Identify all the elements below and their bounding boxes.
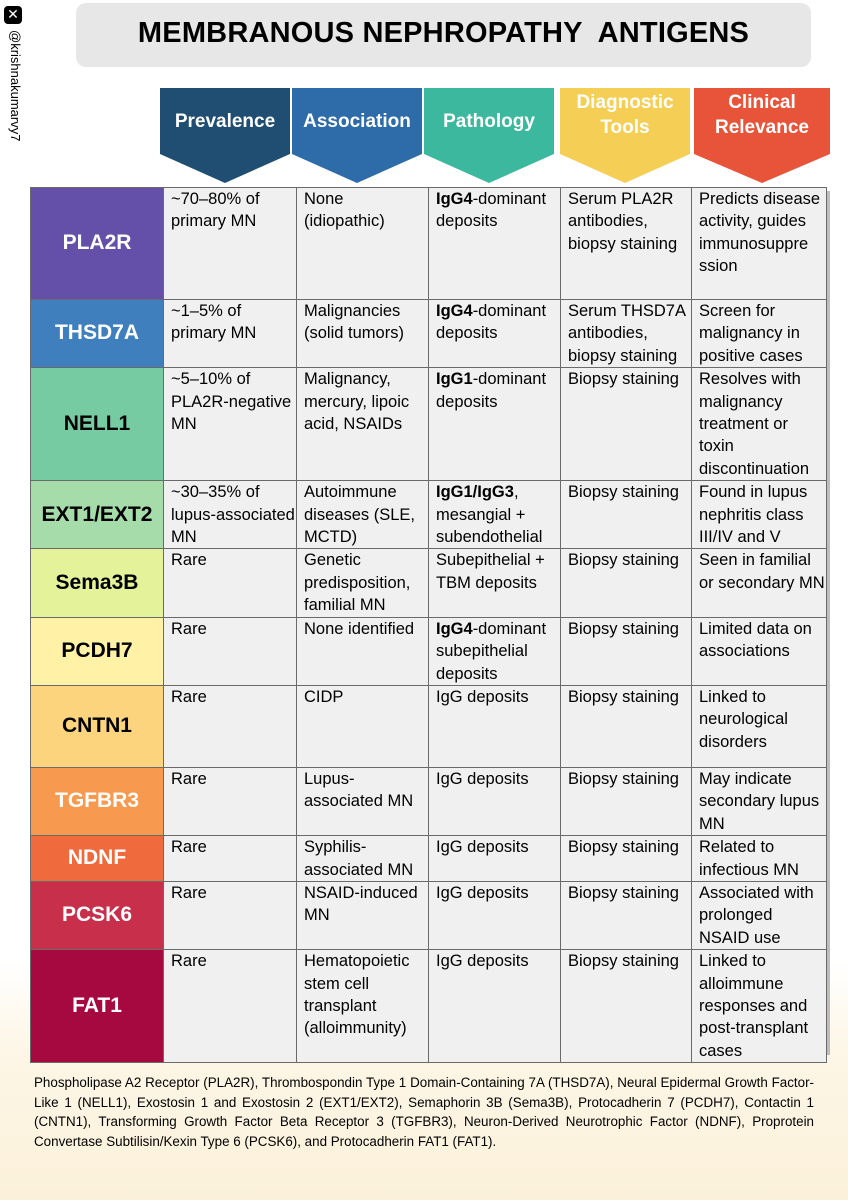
x-logo-icon: ✕: [4, 6, 22, 24]
title-banner: [76, 3, 811, 67]
association-cell: Malignancies (solid tumors): [297, 300, 429, 368]
pathology-text: IgG deposits: [436, 883, 529, 902]
tab-label: Pathology: [443, 110, 535, 132]
prevalence-cell: ~5–10% of PLA2R-negative MN: [164, 368, 297, 481]
prevalence-cell: Rare: [164, 685, 297, 767]
antigen-name-cell: Sema3B: [31, 549, 164, 617]
prevalence-cell: Rare: [164, 950, 297, 1063]
diagnostic-cell: Serum PLA2R antibodies, biopsy staining: [561, 188, 692, 300]
association-cell: Lupus-associated MN: [297, 767, 429, 835]
prevalence-cell: Rare: [164, 836, 297, 882]
pathology-cell: [429, 950, 561, 1063]
pathology-cell: [429, 368, 561, 481]
diagnostic-cell: Biopsy staining: [561, 481, 692, 549]
tab-prevalence: [160, 88, 290, 183]
pathology-cell: [429, 685, 561, 767]
clinical-cell: Related to infectious MN: [692, 836, 827, 882]
diagnostic-cell: Biopsy staining: [561, 767, 692, 835]
pathology-cell: [429, 300, 561, 368]
association-cell: NSAID-induced MN: [297, 881, 429, 949]
diagnostic-cell: Biopsy staining: [561, 368, 692, 481]
prevalence-cell: Rare: [164, 617, 297, 685]
association-cell: None identified: [297, 617, 429, 685]
pathology-text: , mesangial + subendothelial: [436, 483, 543, 547]
antigen-name-cell: PCDH7: [31, 617, 164, 685]
pathology-text: -dominant deposits: [436, 302, 547, 343]
clinical-cell: Limited data on associations: [692, 617, 827, 685]
tab-label: Diagnostic Tools: [576, 92, 674, 138]
diagnostic-cell: Biopsy staining: [561, 617, 692, 685]
clinical-cell: Linked to neurological disorders: [692, 685, 827, 767]
diagnostic-cell: Biopsy staining: [561, 950, 692, 1063]
pathology-text: IgG deposits: [436, 952, 529, 971]
antigen-name-cell: PLA2R: [31, 188, 164, 300]
tab-association: [292, 88, 422, 183]
table-row: [31, 549, 827, 617]
association-cell: CIDP: [297, 685, 429, 767]
pathology-cell: [429, 481, 561, 549]
tab-label: Prevalence: [174, 110, 276, 132]
table-row: [31, 481, 827, 549]
prevalence-cell: ~70–80% of primary MN: [164, 188, 297, 300]
pathology-text: IgG deposits: [436, 769, 529, 788]
prevalence-cell: Rare: [164, 881, 297, 949]
diagnostic-cell: Biopsy staining: [561, 881, 692, 949]
prevalence-cell: Rare: [164, 549, 297, 617]
table-row: [31, 188, 827, 300]
tab-label: Clinical Relevance: [714, 92, 809, 138]
pathology-cell: [429, 767, 561, 835]
pathology-igg-subclass: IgG1: [436, 370, 473, 389]
pathology-igg-subclass: IgG4: [436, 619, 473, 638]
clinical-cell: May indicate secondary lupus MN: [692, 767, 827, 835]
antigen-name-cell: FAT1: [31, 950, 164, 1063]
antigen-name-cell: NELL1: [31, 368, 164, 481]
pathology-text: Subepithelial + TBM deposits: [436, 551, 545, 592]
association-cell: Hematopoietic stem cell transplant (alloimmunity): [297, 950, 429, 1063]
antigen-table: [30, 187, 827, 1063]
antigen-name-cell: PCSK6: [31, 881, 164, 949]
clinical-cell: Resolves with malignancy treatment or toxin discontinuation: [692, 368, 827, 481]
prevalence-cell: ~1–5% of primary MN: [164, 300, 297, 368]
pathology-igg-subclass: IgG4: [436, 302, 473, 320]
pathology-cell: [429, 881, 561, 949]
table-row: [31, 950, 827, 1063]
pathology-text: -dominant deposits: [436, 190, 547, 231]
pathology-cell: [429, 188, 561, 300]
clinical-cell: Screen for malignancy in positive cases: [692, 300, 827, 368]
diagnostic-cell: Biopsy staining: [561, 836, 692, 882]
pathology-cell: [429, 549, 561, 617]
pathology-text: -dominant deposits: [436, 370, 547, 411]
antigen-name-cell: THSD7A: [31, 300, 164, 368]
column-header-tabs: [160, 88, 832, 188]
association-cell: Genetic predisposition, familial MN: [297, 549, 429, 617]
association-cell: Syphilis-associated MN: [297, 836, 429, 882]
antigen-name-cell: TGFBR3: [31, 767, 164, 835]
tab-label: Association: [303, 110, 411, 132]
tab-diagnostic-tools: [560, 88, 690, 183]
pathology-text: -dominant subepithelial deposits: [436, 619, 547, 683]
antigen-name-cell: NDNF: [31, 836, 164, 882]
tab-clinical-relevance: [694, 88, 824, 183]
table-row: [31, 685, 827, 767]
clinical-cell: Predicts disease activity, guides immunosuppre ssion: [692, 188, 827, 300]
tab-pathology: [424, 88, 554, 183]
clinical-cell: Linked to alloimmune responses and post-transplant cases: [692, 950, 827, 1063]
diagnostic-cell: Serum THSD7A antibodies, biopsy staining: [561, 300, 692, 368]
prevalence-cell: ~30–35% of lupus-associated MN: [164, 481, 297, 549]
table-row: [31, 300, 827, 368]
pathology-text: IgG deposits: [436, 838, 529, 857]
prevalence-cell: Rare: [164, 767, 297, 835]
table-row: [31, 881, 827, 949]
pathology-text: IgG deposits: [436, 687, 529, 706]
diagnostic-cell: Biopsy staining: [561, 685, 692, 767]
clinical-cell: Found in lupus nephritis class III/IV and V: [692, 481, 827, 549]
table-row: [31, 767, 827, 835]
abbreviations-footnote: Phospholipase A2 Receptor (PLA2R), Thrombospondin Type 1 Domain-Containing 7A (THSD7A), Neural Epidermal Growth Factor-Like 1 (NELL1), Exostosin 1 and Exostosin 2 (EXT1/EXT2), Semaphorin 3B (Sema3B), Protocadherin 7 (PCDH7), Contactin 1 (CNTN1), Transforming Growth Factor Beta Receptor 3 (TGFBR3), Neuron-Derived Neurotrophic Factor (NDNF), Proprotein Convertase Subtilisin/Kexin Type 6 (PCSK6), and Protocadherin FAT1 (FAT1).: [34, 1075, 814, 1149]
clinical-cell: Associated with prolonged NSAID use: [692, 881, 827, 949]
table-row: [31, 368, 827, 481]
antigen-name-cell: CNTN1: [31, 685, 164, 767]
table-row: [31, 836, 827, 882]
association-cell: Autoimmune diseases (SLE, MCTD): [297, 481, 429, 549]
antigen-name-cell: EXT1/EXT2: [31, 481, 164, 549]
association-cell: None (idiopathic): [297, 188, 429, 300]
pathology-cell: [429, 617, 561, 685]
association-cell: Malignancy, mercury, lipoic acid, NSAIDs: [297, 368, 429, 481]
page-title: MEMBRANOUS NEPHROPATHY ANTIGENS: [137, 17, 750, 49]
table-row: [31, 617, 827, 685]
pathology-igg-subclass: IgG4: [436, 190, 473, 208]
diagnostic-cell: Biopsy staining: [561, 549, 692, 617]
table-body: [31, 188, 827, 1063]
pathology-cell: [429, 836, 561, 882]
clinical-cell: Seen in familial or secondary MN: [692, 549, 827, 617]
pathology-igg-subclass: IgG1/IgG3: [436, 483, 514, 502]
author-handle: @krishnakumarvy7: [8, 30, 23, 142]
